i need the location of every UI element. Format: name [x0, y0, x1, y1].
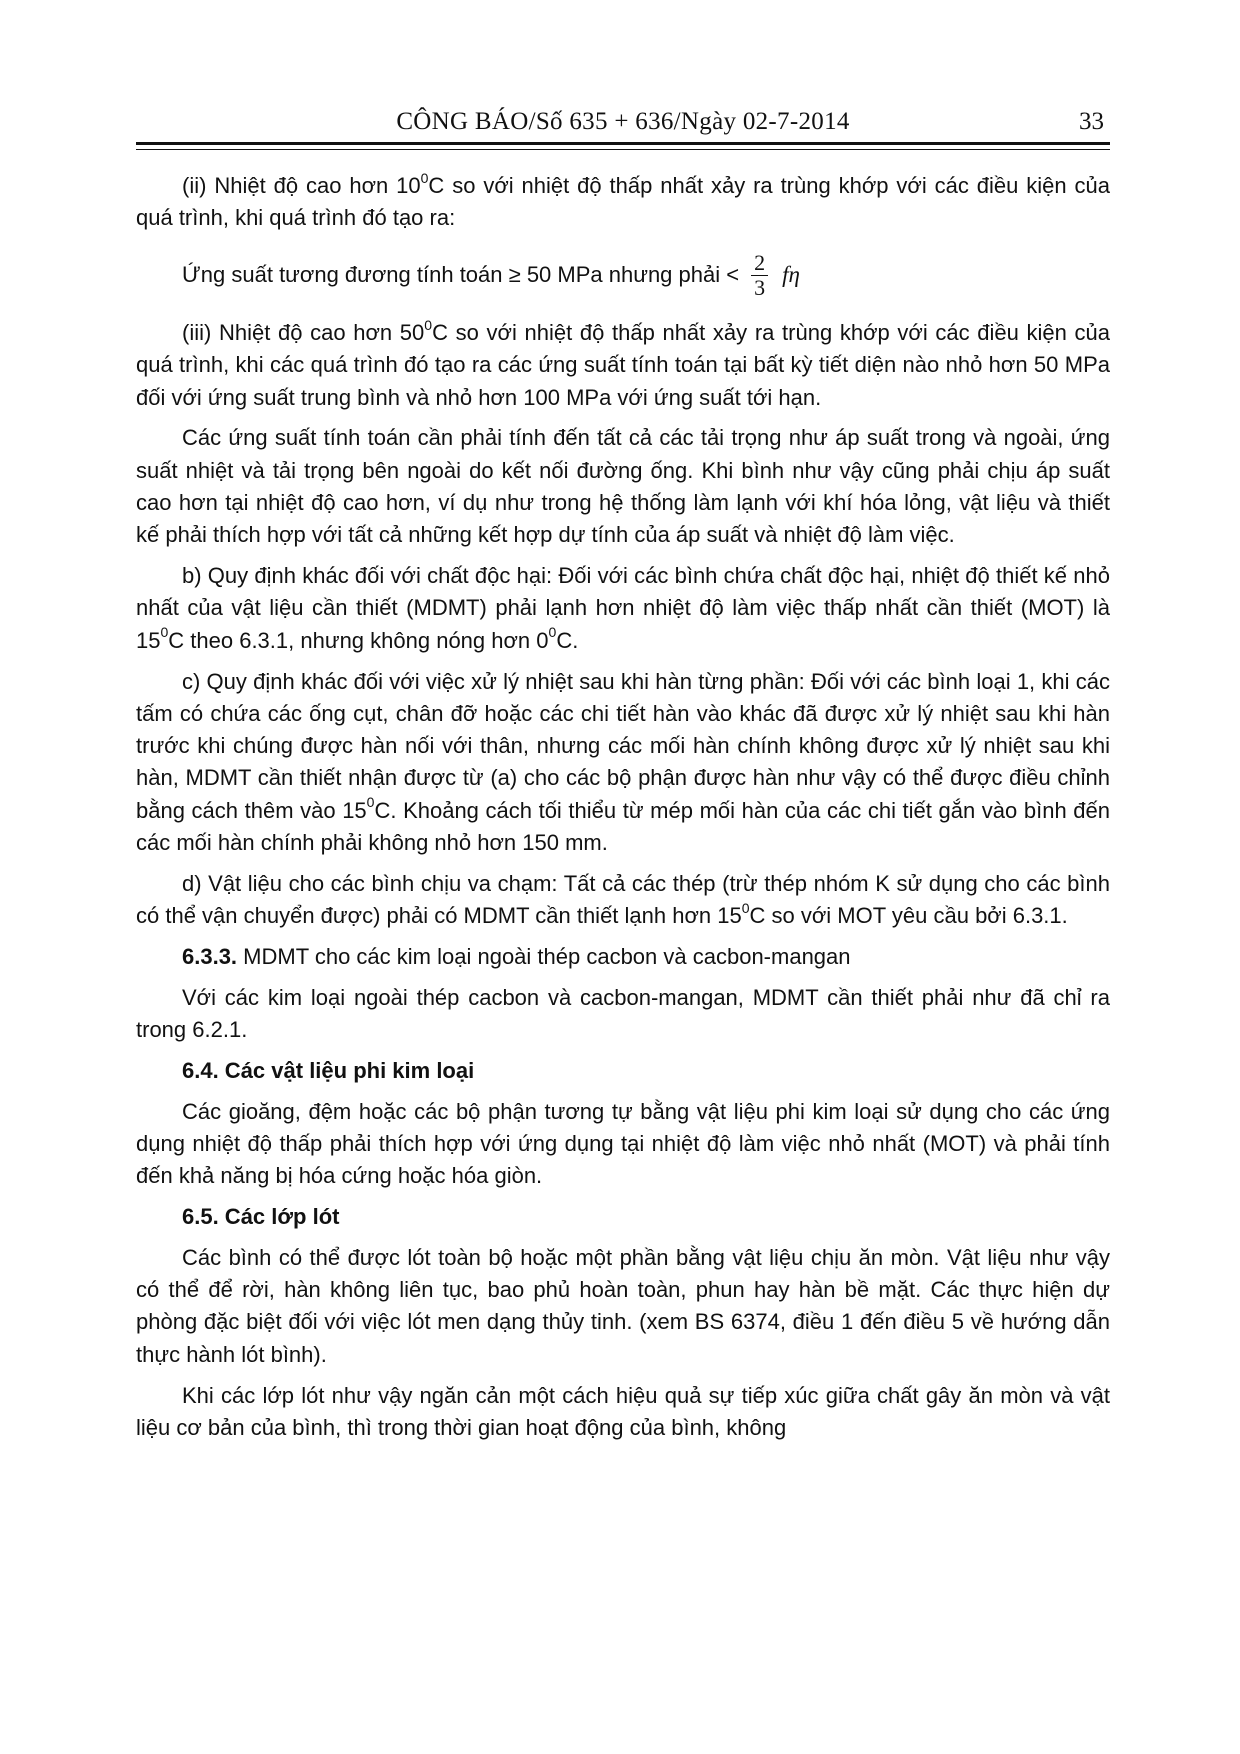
paragraph-c: c) Quy định khác đối với việc xử lý nhiệt sau khi hàn từng phần: Đối với các bình loại 1, khi các tấm có chứa các ống cụt, chân đỡ hoặc các chi tiết hàn vào khác đã được xử lý nhiệt sau khi hàn trước khi chúng được hàn nối với thân, nhưng các mối hàn chính không được xử lý nhiệt sau khi hàn, MDMT cần thiết nhận được từ (a) cho các bộ phận được hàn như vậy có thể được điều chỉnh bằng cách thêm vào $15^0C$. Khoảng cách tối thiểu từ mép mối hàn của các chi tiết gắn vào bình đến các mối hàn chính phải không nhỏ hơn 150 mm. — [136, 668, 1110, 856]
fraction-denominator: 3 — [754, 274, 766, 300]
header-rule-thin — [136, 149, 1110, 150]
fraction — [751, 251, 768, 300]
paragraph-other-metals: Với các kim loại ngoài thép cacbon và cacbon-mangan, MDMT cần thiết phải như đã chỉ ra trong 6.2.1. — [136, 984, 1110, 1043]
paragraph-stress-loads: Các ứng suất tính toán cần phải tính đến tất cả các tải trọng như áp suất trong và ngoài, ứng suất nhiệt và tải trọng bên ngoài do kết nối đường ống. Khi bình như vậy cũng phải chịu áp suất cao hơn tại nhiệt độ cao hơn, ví dụ như trong hệ thống làm lạnh với khí hóa lỏng, vật liệu và thiết kế phải thích hợp với tất cả những kết hợp dự tính của áp suất và nhiệt độ làm việc. — [136, 425, 1110, 548]
stress-formula — [182, 243, 1110, 307]
gazette-title: CÔNG BÁO/Số 635 + 636/Ngày 02-7-2014 — [396, 108, 850, 135]
header-rule-thick — [136, 142, 1110, 145]
paragraph-d: d) Vật liệu cho các bình chịu va chạm: Tất cả các thép (trừ thép nhóm K sử dụng cho các bình có thể vận chuyển được) phải có MDMT cần thiết lạnh hơn $15^0C$ so với MOT yêu cầu bởi 6.3.1. — [136, 870, 1110, 929]
formula-text: Ứng suất tương đương tính toán ≥ 50 MPa nhưng phải < — [182, 261, 740, 287]
page-number: 33 — [1079, 108, 1104, 135]
paragraph-iii: (iii) Nhiệt độ cao hơn $50^0C$ so với nhiệt độ thấp nhất xảy ra trùng khớp với các điều kiện của quá trình, khi các quá trình đó tạo ra các ứng suất tính toán tại bất kỳ tiết diện nào nhỏ hơn 50 MPa đối với ứng suất trung bình và nhỏ hơn 100 MPa với ứng suất tới hạn. — [136, 316, 1111, 410]
paragraph-non-metallic: Các gioăng, đệm hoặc các bộ phận tương tự bằng vật liệu phi kim loại sử dụng cho các ứng dụng nhiệt độ thấp phải thích hợp với ứng dụng tại nhiệt độ làm việc nhỏ nhất (MOT) và phải tính đến khả năng bị hóa cứng hoặc hóa giòn. — [136, 1098, 1110, 1189]
page-header — [136, 106, 1110, 146]
paragraph-linings: Các bình có thể được lót toàn bộ hoặc một phần bằng vật liệu chịu ăn mòn. Vật liệu như vậy có thể để rời, hàn không liên tục, bao phủ hoàn toàn, phun hay hàn bề mặt. Các thực hiện dự phòng đặc biệt đối với việc lót men dạng thủy tinh. (xem BS 6374, điều 1 đến điều 5 về hướng dẫn thực hành lót bình). — [136, 1244, 1110, 1367]
paragraph-lining-contact: Khi các lớp lót như vậy ngăn cản một cách hiệu quả sự tiếp xúc giữa chất gây ăn mòn và vật liệu cơ bản của bình, thì trong thời gian hoạt động của bình, không — [136, 1382, 1110, 1440]
section-6-3-3: 6.3.3. MDMT cho các kim loại ngoài thép cacbon và cacbon-mangan — [182, 943, 851, 969]
heading-6-4: 6.4. Các vật liệu phi kim loại — [182, 1057, 475, 1083]
paragraph-ii: (ii) Nhiệt độ cao hơn $10^0C$ so với nhiệt độ thấp nhất xảy ra trùng khớp với các điều kiện của quá trình, khi quá trình đó tạo ra: — [136, 169, 1110, 231]
formula-variable: fη — [782, 261, 800, 287]
heading-6-5: 6.5. Các lớp lót — [182, 1204, 340, 1230]
paragraph-b: b) Quy định khác đối với chất độc hại: Đối với các bình chứa chất độc hại, nhiệt độ thiết kế nhỏ nhất của vật liệu cần thiết (MDMT) phải lạnh hơn nhiệt độ làm việc thấp nhất cần thiết (MOT) là $15^0C$ theo 6.3.1, nhưng không nóng hơn $0^0C$. — [136, 563, 1110, 653]
body-text — [136, 170, 1110, 1453]
fraction-numerator: 2 — [751, 251, 768, 276]
section-number: 6.3.3. — [182, 943, 238, 969]
